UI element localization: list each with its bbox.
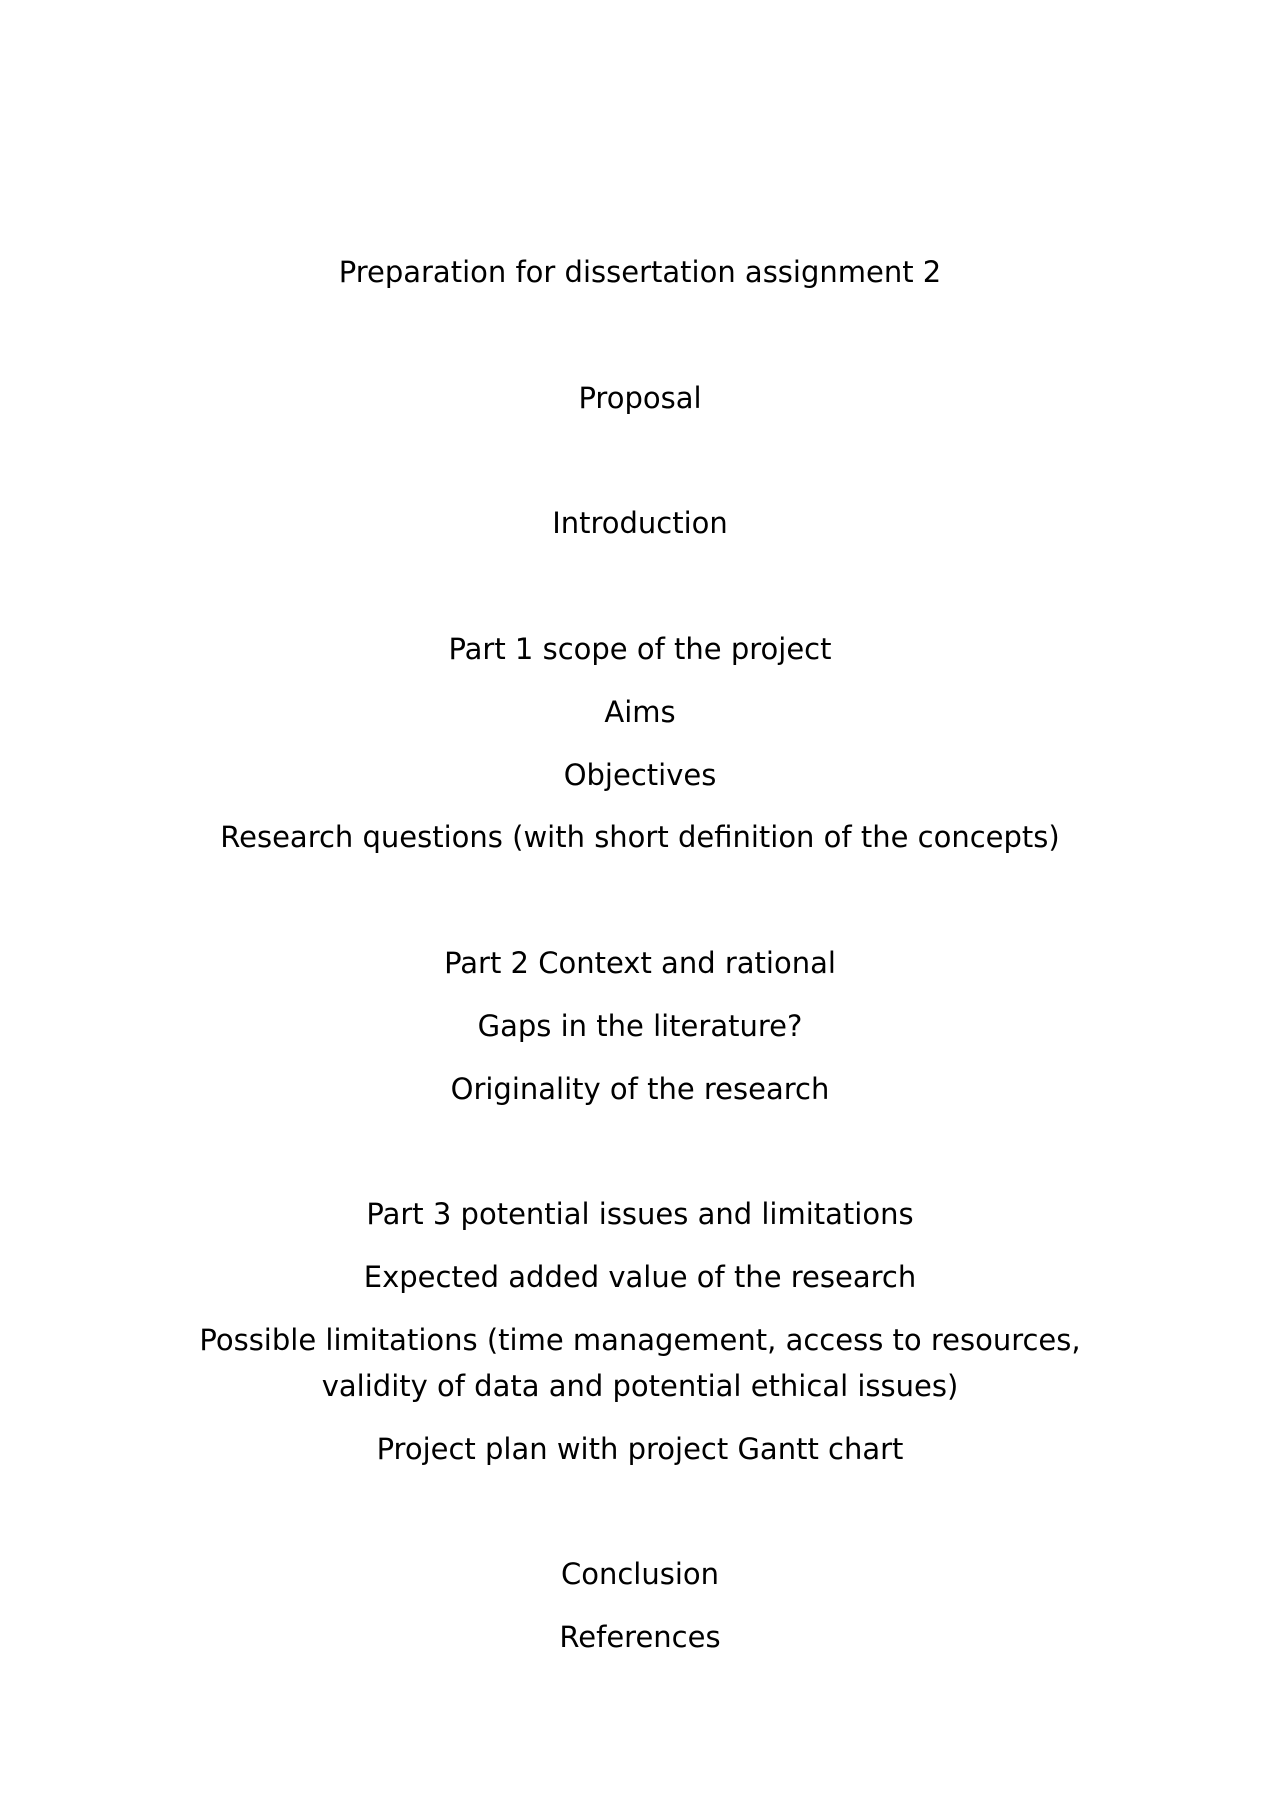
conclusion-heading: Conclusion bbox=[560, 1557, 720, 1591]
proposal-heading: Proposal bbox=[578, 381, 702, 415]
introduction-heading: Introduction bbox=[552, 506, 728, 540]
part3-item-added-value: Expected added value of the research bbox=[363, 1260, 917, 1294]
part1-item-aims: Aims bbox=[604, 695, 676, 729]
part3-item-project-plan: Project plan with project Gantt chart bbox=[376, 1432, 904, 1466]
part3-item-limitations: Possible limitations (time management, access to resources, validity of data and potential ethical issues) bbox=[199, 1323, 1081, 1403]
references-heading: References bbox=[559, 1620, 721, 1654]
document-title: Preparation for dissertation assignment 2 bbox=[338, 255, 942, 289]
part1-heading: Part 1 scope of the project bbox=[448, 632, 832, 666]
part1-item-research-questions: Research questions (with short definition of the concepts) bbox=[220, 820, 1060, 854]
part2-item-originality: Originality of the research bbox=[450, 1072, 830, 1106]
part3-heading: Part 3 potential issues and limitations bbox=[366, 1197, 914, 1231]
part2-heading: Part 2 Context and rational bbox=[444, 946, 836, 980]
part2-item-gaps: Gaps in the literature? bbox=[477, 1009, 803, 1043]
part1-item-objectives: Objectives bbox=[563, 758, 717, 792]
